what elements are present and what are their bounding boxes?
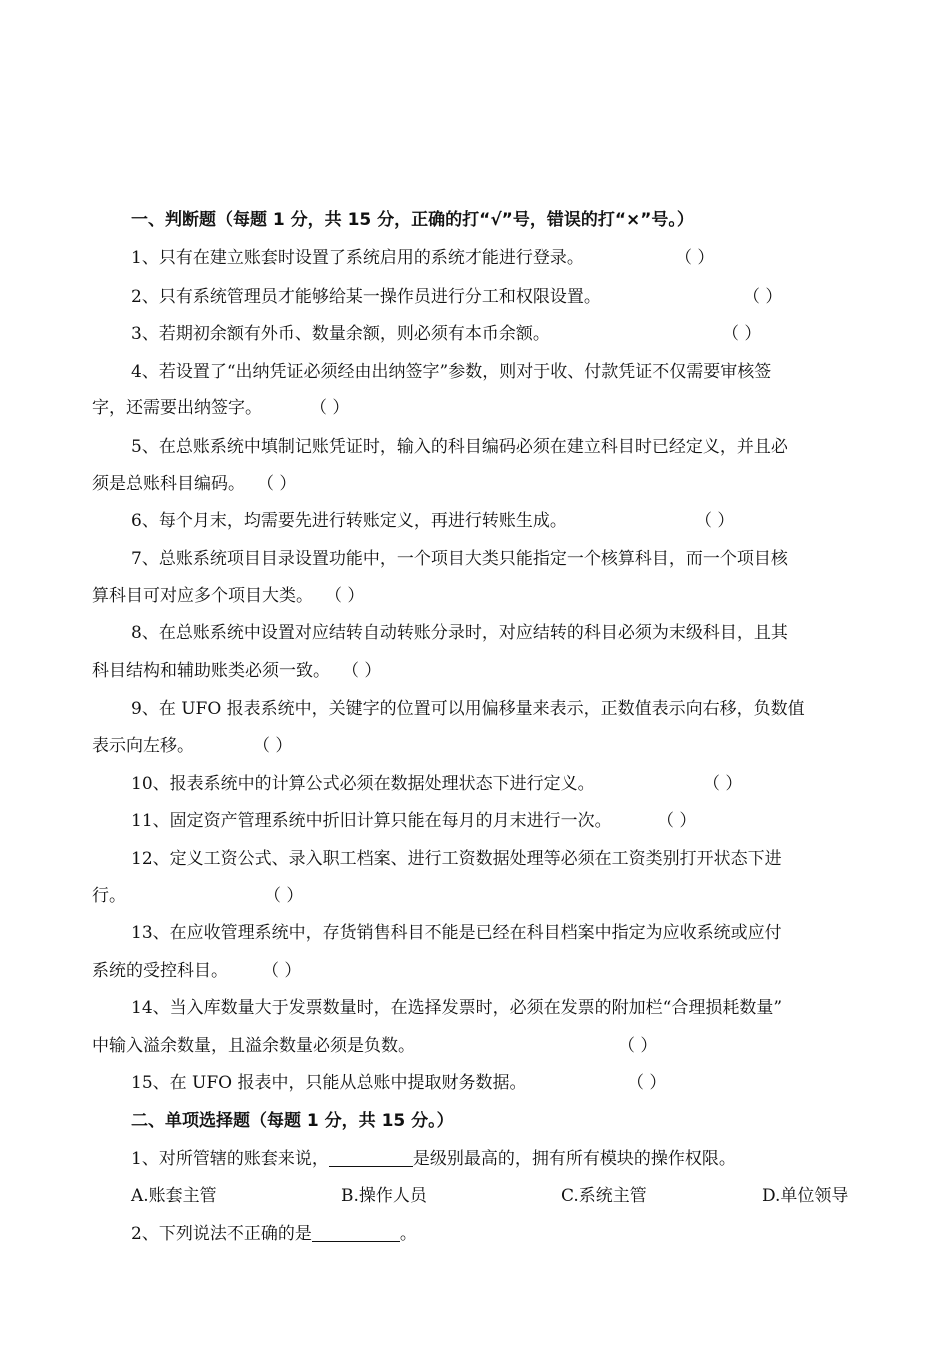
question-8-line-1: 8、在总账系统中设置对应结转自动转账分录时，对应结转的科目必须为末级科目，且其 [131, 623, 788, 643]
question-7-line-2: 算科目可对应多个项目大类。 [92, 586, 313, 606]
question-14-line-2: 中输入溢余数量，且溢余数量必须是负数。 [92, 1036, 415, 1056]
question-6: 6、每个月末，均需要先进行转账定义，再进行转账生成。 [131, 511, 567, 531]
question-9-line-1: 9、在 UFO 报表系统中，关键字的位置可以用偏移量来表示，正数值表示向右移，负数值 [131, 699, 805, 719]
question-8-line-2: 科目结构和辅助账类必须一致。 [92, 661, 330, 681]
section2-heading: 二、单项选择题（每题 1 分，共 15 分。） [131, 1111, 454, 1131]
question-13-line-2: 系统的受控科目。 [92, 961, 228, 981]
answer-paren-2[interactable]: （ ） [743, 287, 783, 307]
mc-question-2-prefix: 2、下列说法不正确的是 [131, 1224, 312, 1244]
answer-paren-8[interactable]: （ ） [342, 661, 382, 681]
question-9-line-2: 表示向左移。 [92, 736, 194, 756]
mc-question-1 [131, 1148, 736, 1170]
answer-blank-1[interactable] [329, 1148, 413, 1167]
option-d[interactable]: D.单位领导 [762, 1186, 849, 1206]
answer-paren-10[interactable]: （ ） [703, 774, 743, 794]
answer-paren-11[interactable]: （ ） [657, 811, 697, 831]
question-5-line-1: 5、在总账系统中填制记账凭证时，输入的科目编码必须在建立科目时已经定义，并且必 [131, 437, 788, 457]
answer-paren-1[interactable]: （ ） [675, 248, 715, 268]
answer-paren-5[interactable]: （ ） [257, 474, 297, 494]
question-14-line-1: 14、当入库数量大于发票数量时，在选择发票时，必须在发票的附加栏“合理损耗数量” [131, 998, 783, 1018]
question-12-line-2: 行。 [92, 886, 126, 906]
answer-paren-7[interactable]: （ ） [325, 586, 365, 606]
section1-heading: 一、判断题（每题 1 分，共 15 分，正确的打“√”号，错误的打“×”号。） [131, 210, 694, 230]
answer-paren-12[interactable]: （ ） [264, 886, 304, 906]
question-4-line-1: 4、若设置了“出纳凭证必须经由出纳签字”参数，则对于收、付款凭证不仅需要审核签 [131, 362, 772, 382]
mc-question-2 [131, 1223, 417, 1245]
option-a[interactable]: A.账套主管 [131, 1186, 217, 1206]
answer-paren-14[interactable]: （ ） [618, 1036, 658, 1056]
question-4-line-2: 字，还需要出纳签字。 [92, 398, 262, 418]
mc-question-1-suffix: 是级别最高的，拥有所有模块的操作权限。 [412, 1149, 736, 1169]
answer-paren-3[interactable]: （ ） [722, 324, 762, 344]
question-1: 1、只有在建立账套时设置了系统启用的系统才能进行登录。 [131, 248, 584, 268]
option-b[interactable]: B.操作人员 [341, 1186, 427, 1206]
question-7-line-1: 7、总账系统项目目录设置功能中，一个项目大类只能指定一个核算科目，而一个项目核 [131, 549, 788, 569]
question-12-line-1: 12、定义工资公式、录入职工档案、进行工资数据处理等必须在工资类别打开状态下进 [131, 849, 782, 869]
answer-paren-13[interactable]: （ ） [262, 961, 302, 981]
answer-paren-15[interactable]: （ ） [627, 1073, 667, 1093]
answer-paren-4[interactable]: （ ） [310, 398, 350, 418]
question-5-line-2: 须是总账科目编码。 [92, 474, 245, 494]
question-13-line-1: 13、在应收管理系统中，存货销售科目不能是已经在科目档案中指定为应收系统或应付 [131, 923, 782, 943]
answer-blank-2[interactable] [312, 1223, 400, 1242]
answer-paren-6[interactable]: （ ） [695, 511, 735, 531]
option-c[interactable]: C.系统主管 [561, 1186, 647, 1206]
question-15: 15、在 UFO 报表中，只能从总账中提取财务数据。 [131, 1073, 527, 1093]
mc-question-1-prefix: 1、对所管辖的账套来说， [131, 1149, 329, 1169]
question-11: 11、固定资产管理系统中折旧计算只能在每月的月末进行一次。 [131, 811, 612, 831]
question-10: 10、报表系统中的计算公式必须在数据处理状态下进行定义。 [131, 774, 595, 794]
question-3: 3、若期初余额有外币、数量余额，则必须有本币余额。 [131, 324, 550, 344]
mc-question-2-suffix: 。 [399, 1224, 417, 1244]
answer-paren-9[interactable]: （ ） [253, 736, 293, 756]
question-2: 2、只有系统管理员才能够给某一操作员进行分工和权限设置。 [131, 287, 601, 307]
